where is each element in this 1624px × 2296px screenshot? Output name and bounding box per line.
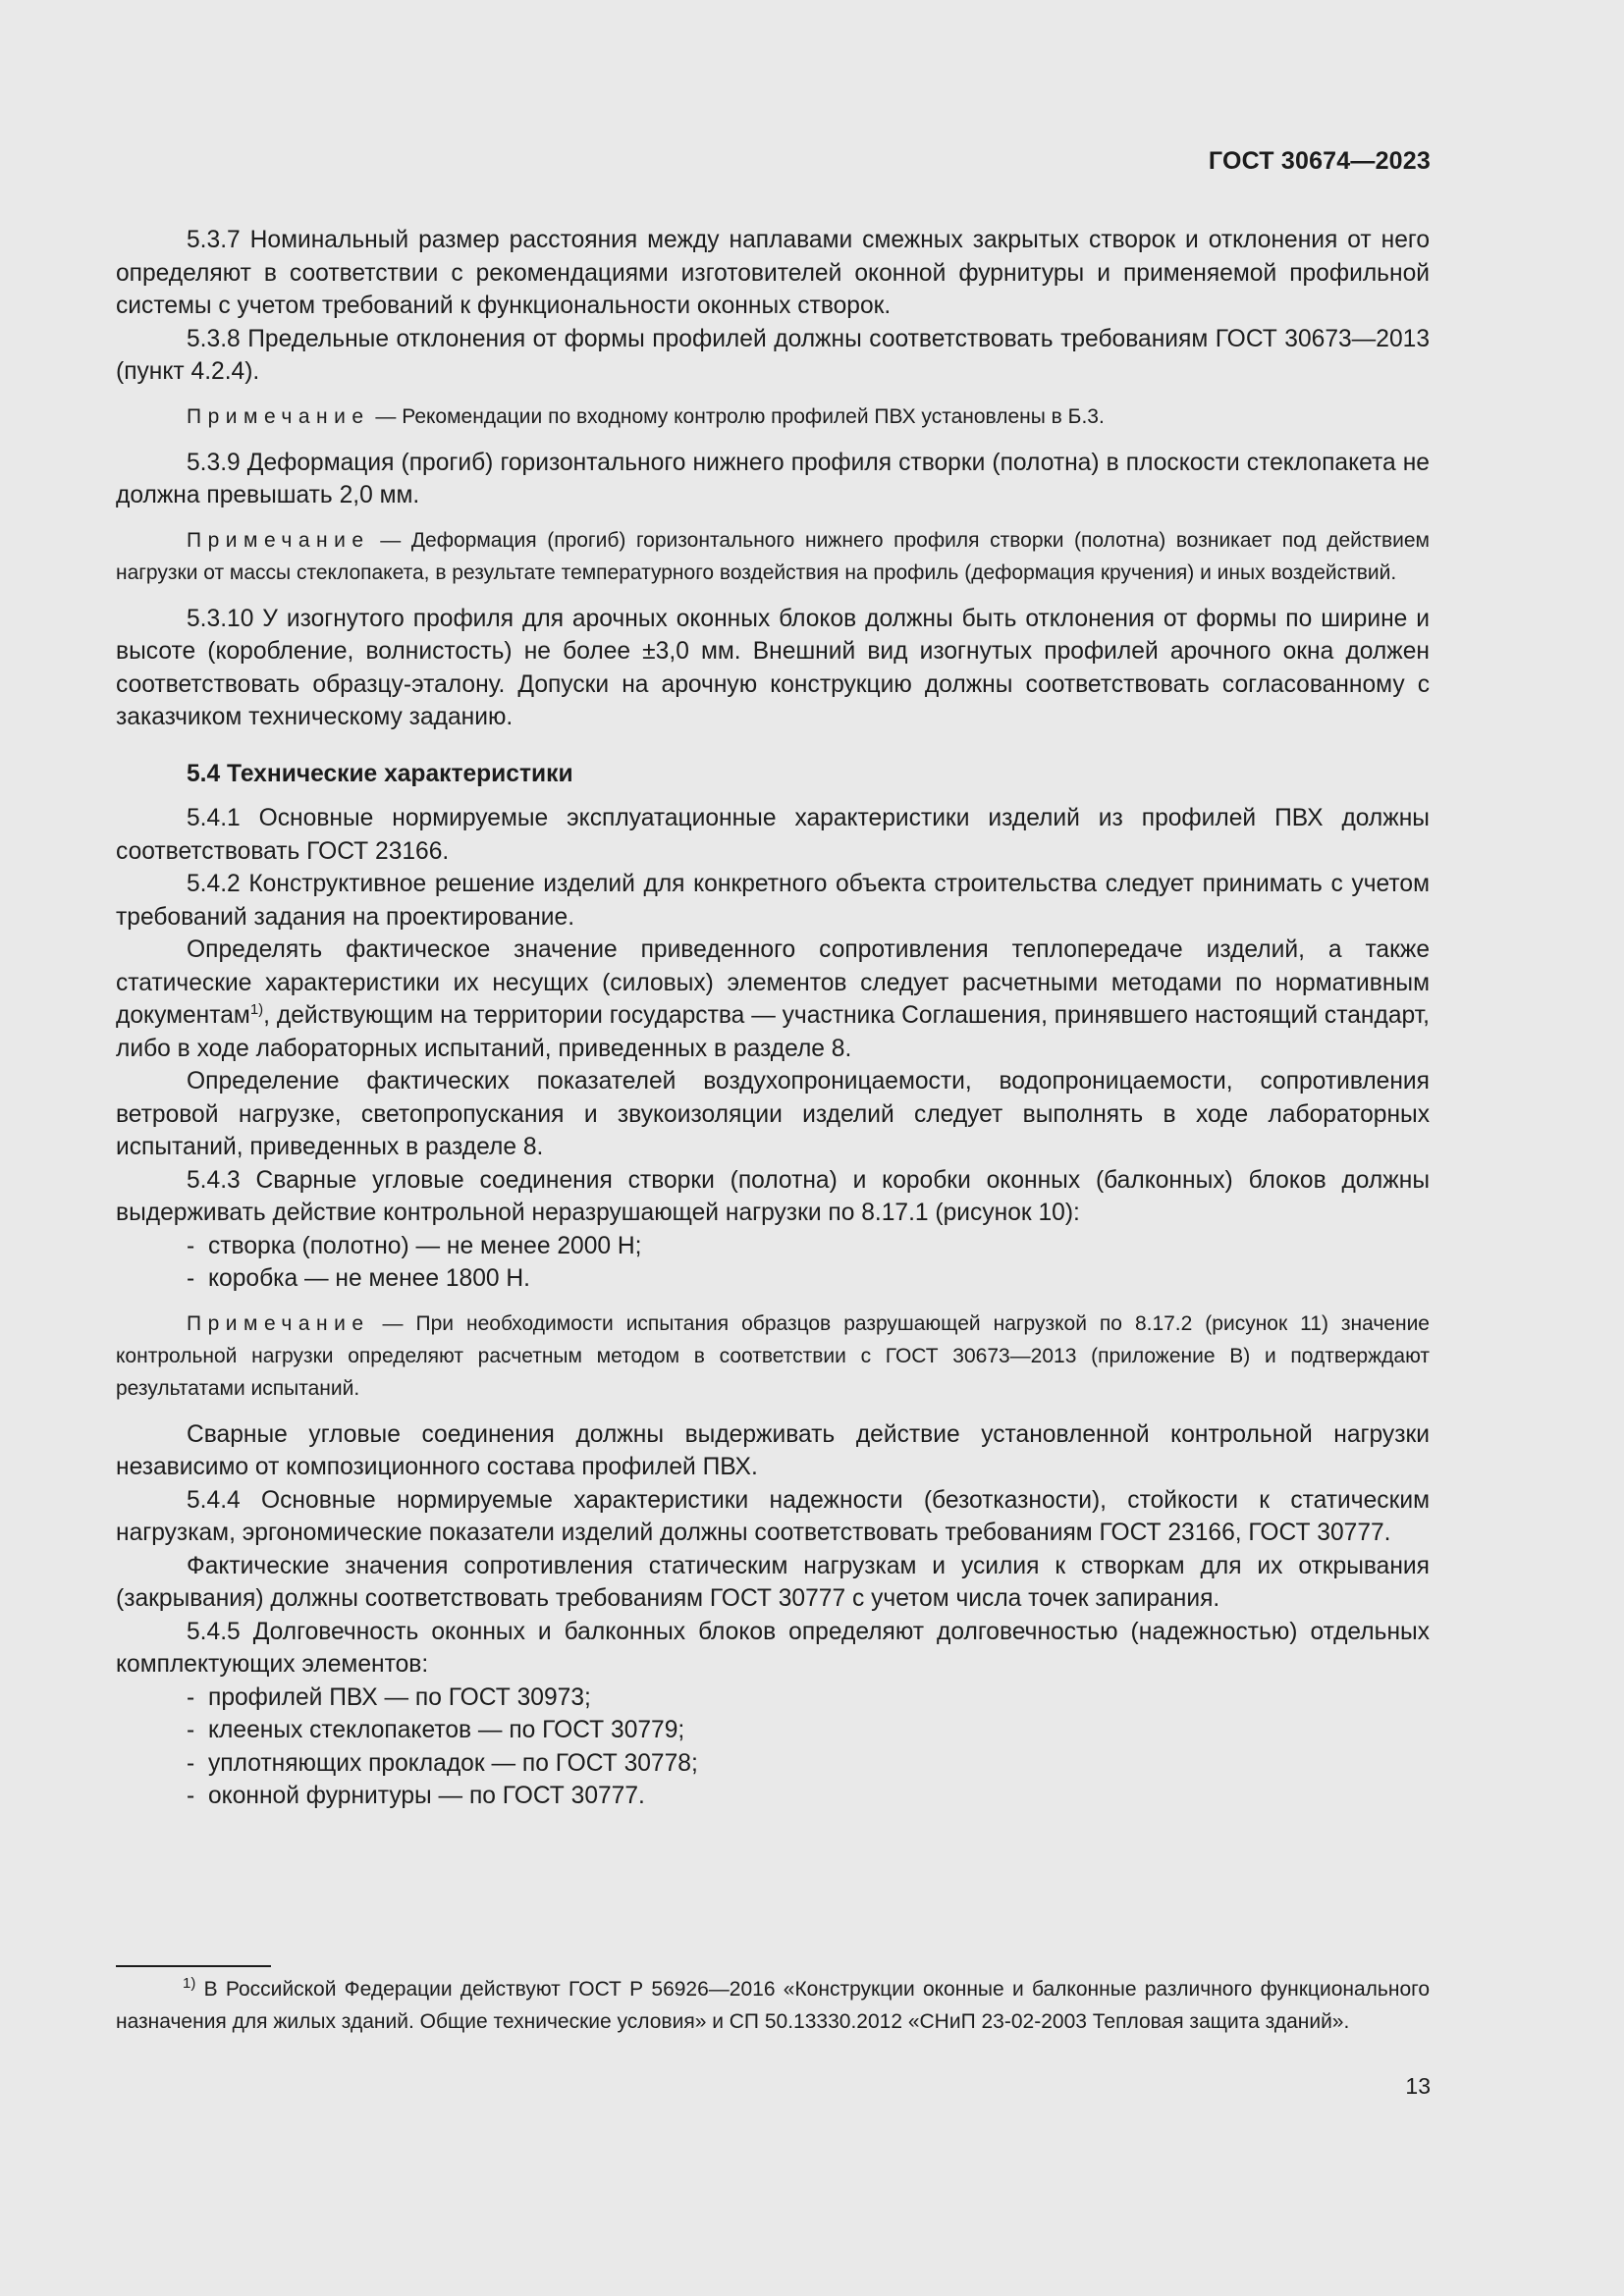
paragraph-5-3-9: 5.3.9 Деформация (прогиб) горизонтального нижнего профиля створки (полотна) в плоскости стеклопакета не должна превышать 2,0 мм. (116, 449, 1430, 508)
note-text: — Рекомендации по входному контролю профилей ПВХ установлены в Б.3. (369, 404, 1105, 428)
document-body (116, 224, 1430, 1813)
list-item (116, 1714, 1430, 1747)
note-text: — При необходимости испытания образцов разрушающей нагрузкой по 8.17.2 (рисунок 11) значение контрольной нагрузки определяют расчетным методом в соответствии с ГОСТ 30673—2013 (приложение В) и подтверждают результатами испытаний. (116, 1311, 1430, 1400)
paragraph-text: , действующим на территории государства — участника Соглашения, принявшего настоящий стандарт, либо в ходе лабораторных испытаний, приведенных в разделе 8. (116, 1002, 1430, 1062)
list-item (116, 1230, 1430, 1263)
list-marker: - (187, 1683, 195, 1711)
note-label: Примечание (187, 1311, 370, 1335)
list-item (116, 1747, 1430, 1781)
paragraph-5-3-10: 5.3.10 У изогнутого профиля для арочных оконных блоков должны быть отклонения от формы по ширине и высоте (коробление, волнистость) не более ±3,0 мм. Внешний вид изогнутых профилей арочного окна должен соответствовать образцу-эталону. Допуски на арочную конструкцию должны соответствовать согласованному с заказчиком техническому заданию. (116, 605, 1430, 730)
paragraph-5-4-3: 5.4.3 Сварные угловые соединения створки (полотна) и коробки оконных (балконных) блоков должны выдерживать действие контрольной неразрушающей нагрузки по 8.17.1 (рисунок 10): (116, 1166, 1430, 1226)
paragraph-5-3-8: 5.3.8 Предельные отклонения от формы профилей должны соответствовать требованиям ГОСТ 30673—2013 (пункт 4.2.4). (116, 325, 1430, 385)
list-item-text: створка (полотно) — не менее 2000 Н; (208, 1232, 642, 1259)
components-list (116, 1682, 1430, 1813)
footnote-reference: 1) (249, 1000, 264, 1018)
paragraph-5-4-5: 5.4.5 Долговечность оконных и балконных блоков определяют долговечностью (надежностью) отдельных комплектующих элементов: (116, 1618, 1430, 1678)
paragraph-5-4-4: 5.4.4 Основные нормируемые характеристики надежности (безотказности), стойкости к статическим нагрузкам, эргономические показатели изделий должны соответствовать требованиям ГОСТ 23166, ГОСТ 30777. (116, 1486, 1430, 1546)
document-header: ГОСТ 30674—2023 (1208, 147, 1431, 175)
paragraph-5-4-1: 5.4.1 Основные нормируемые эксплуатационные характеристики изделий из профилей ПВХ должны соответствовать ГОСТ 23166. (116, 805, 1430, 865)
footnote-marker: 1) (183, 1975, 196, 1992)
paragraph-5-3-7: 5.3.7 Номинальный размер расстояния между наплавами смежных закрытых створок и отклонения от него определяют в соответствии с рекомендациями изготовителей оконной фурнитуры и применяемой профильной системы с учетом требований к функциональности оконных створок. (116, 227, 1430, 319)
note-3 (116, 1308, 1430, 1405)
note-label: Примечание (187, 404, 370, 428)
paragraph-actual-values: Фактические значения сопротивления статическим нагрузкам и усилия к створкам для их открывания (закрывания) должны соответствовать требованиям ГОСТ 30777 с учетом числа точек запирания. (116, 1552, 1430, 1612)
list-item (116, 1682, 1430, 1715)
note-label: Примечание (187, 528, 370, 552)
list-item (116, 1780, 1430, 1813)
paragraph-determine-resistance (116, 934, 1430, 1065)
paragraph-text: Определять фактическое значение приведенного сопротивления теплопередаче изделий, а также статические характеристики их несущих (силовых) элементов следует расчетными методами по нормативным документам (116, 936, 1430, 1029)
section-heading-5-4: 5.4 Технические характеристики (187, 760, 573, 787)
list-marker: - (187, 1783, 195, 1809)
note-text: — Деформация (прогиб) горизонтального нижнего профиля створки (полотна) возникает под действием нагрузки от массы стеклопакета, в результате температурного воздействия на профиль (деформация кручения) и иных воздействий. (116, 528, 1430, 584)
list-marker: - (187, 1717, 195, 1743)
load-list (116, 1230, 1430, 1296)
note-2 (116, 524, 1430, 589)
list-marker: - (187, 1749, 195, 1777)
list-item-text: профилей ПВХ — по ГОСТ 30973; (208, 1683, 591, 1711)
footnote (116, 1973, 1430, 2038)
list-item (116, 1262, 1430, 1296)
note-1 (116, 400, 1430, 433)
list-item-text: уплотняющих прокладок — по ГОСТ 30778; (208, 1749, 698, 1777)
list-item-text: клееных стеклопакетов — по ГОСТ 30779; (208, 1717, 685, 1743)
paragraph-determine-indicators: Определение фактических показателей воздухопроницаемости, водопроницаемости, сопротивления ветровой нагрузке, светопропускания и звукоизоляции изделий следует выполнять в ходе лабораторных испытаний, приведенных в разделе 8. (116, 1068, 1430, 1160)
list-marker: - (187, 1265, 195, 1292)
footnote-divider (116, 1965, 271, 1967)
page-number: 13 (1405, 2073, 1431, 2099)
paragraph-welded-joints: Сварные угловые соединения должны выдерживать действие установленной контрольной нагрузки независимо от композиционного состава профилей ПВХ. (116, 1420, 1430, 1480)
list-item-text: коробка — не менее 1800 Н. (208, 1265, 530, 1292)
footnote-text: В Российской Федерации действуют ГОСТ Р 56926—2016 «Конструкции оконные и балконные различного функционального назначения для жилых зданий. Общие технические условия» и СП 50.13330.2012 «СНиП 23-02-2003 Тепловая защита зданий». (116, 1978, 1430, 2033)
list-item-text: оконной фурнитуры — по ГОСТ 30777. (208, 1783, 645, 1809)
list-marker: - (187, 1232, 195, 1259)
paragraph-5-4-2: 5.4.2 Конструктивное решение изделий для конкретного объекта строительства следует принимать с учетом требований задания на проектирование. (116, 871, 1430, 931)
